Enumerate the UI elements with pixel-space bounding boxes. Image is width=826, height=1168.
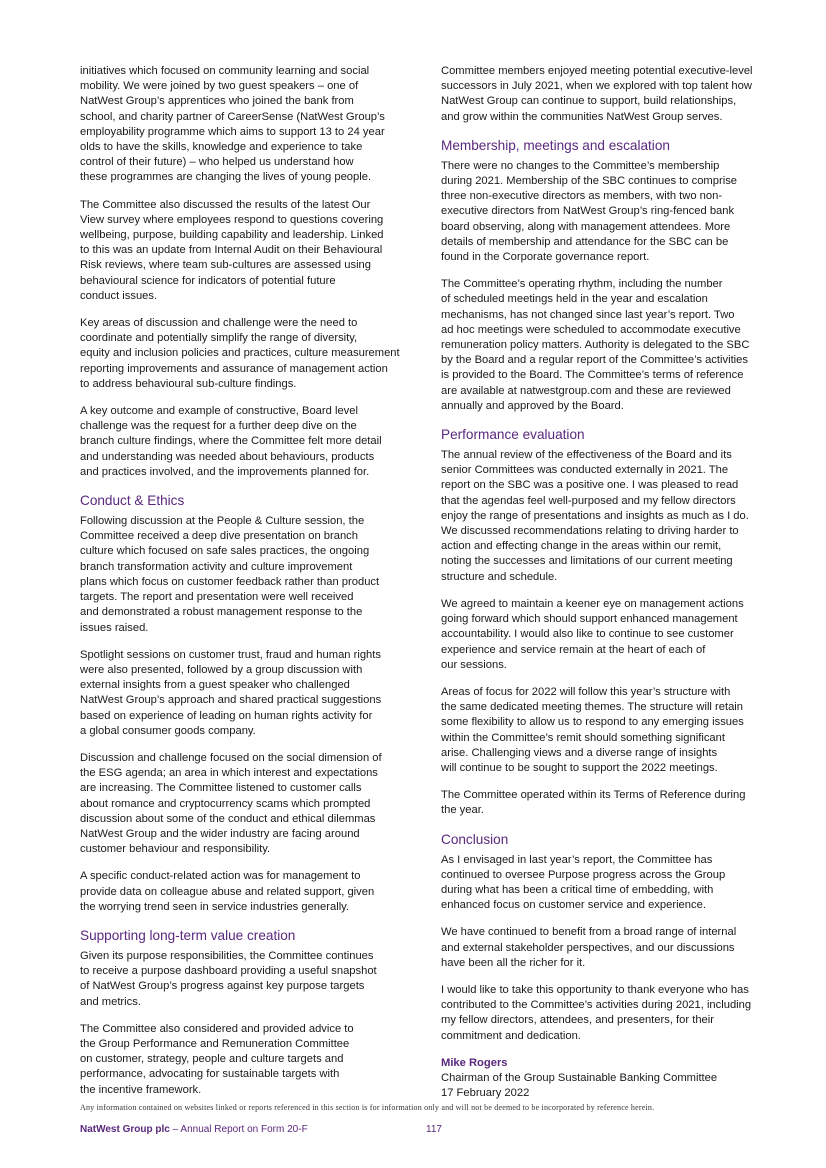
paragraph: Key areas of discussion and challenge were the need to coordinate and potentially simplify the range of diversity, equity and inclusion policies and practices, culture measurement reporting improvements and assurance of management action to address behavioural sub-culture findings. bbox=[80, 317, 400, 390]
paragraph: A key outcome and example of constructive, Board level challenge was the request for a further deep dive on the branch culture findings, where the Committee felt more detail and understanding was needed about behaviours, products and practices involved, and the improvements planned for. bbox=[80, 405, 382, 478]
footer-brand: NatWest Group plc bbox=[80, 1124, 170, 1135]
paragraph: initiatives which focused on community learning and social mobility. We were joined by two guest speakers – one of NatWest Group’s apprentices who joined the bank from school, and charity partner of CareerSense (NatWest Group’s employability programme which aims to support 13 to 24 year olds to have the skills, knowledge and experience to take control of their future) – who helped us understand how these programmes are changing the lives of young people. bbox=[80, 65, 385, 184]
paragraph: We agreed to maintain a keener eye on management actions going forward which should support enhanced management accountability. I would also like to continue to see customer experience and service remain at the heart of each of our sessions. bbox=[441, 597, 744, 671]
paragraph: The Committee operated within its Terms of Reference during the year. bbox=[441, 789, 746, 817]
paragraph: I would like to take this opportunity to thank everyone who has contributed to the Committee’s activities during 2021, including my fellow directors, attendees, and presenters, for their commitment and dedication. bbox=[441, 983, 752, 1042]
paragraph: Following discussion at the People & Culture session, the Committee received a deep dive presentation on branch culture which focused on safe sales practices, the ongoing branch transformation activity and culture improvement plans which focus on customer feedback rather than product targets. The report and presentation were well received and demonstrated a robust management response to the issues raised. bbox=[80, 515, 380, 634]
footer-disclaimer: Any information contained on websites linked or reports referenced in this section is for information only and will not be deemed to be incorporated by reference herein. bbox=[80, 1103, 655, 1112]
paragraph: A specific conduct-related action was for management to provide data on colleague abuse and related support, given the worrying trend seen in service industries generally. bbox=[80, 870, 375, 913]
paragraph: The Committee also discussed the results of the latest Our View survey where employees respond to questions covering wellbeing, purpose, building capability and leadership. Linked to this was an update from Internal Audit on their Behavioural Risk reviews, where team sub-cultures are assessed using behavioural science for indicators of potential future conduct issues. bbox=[80, 198, 384, 302]
page-number: 117 bbox=[426, 1124, 442, 1135]
section-heading-supporting-value: Supporting long-term value creation bbox=[80, 927, 296, 943]
section-heading-performance: Performance evaluation bbox=[441, 427, 585, 443]
paragraph: The Committee also considered and provided advice to the Group Performance and Remuneration Committee on customer, strategy, people and culture targets and performance, advocating for sustainable targets with the incentive framework. bbox=[80, 1022, 354, 1096]
paragraph: Committee members enjoyed meeting potential executive-level successors in July 2021, when we explored with top talent how NatWest Group can continue to support, build relationships, and grow within the communities NatWest Group serves. bbox=[441, 65, 753, 123]
paragraph: Discussion and challenge focused on the social dimension of the ESG agenda; an area in which interest and expectations are increasing. The Committee listened to customer calls about romance and cryptocurrency scams which prompted discussion about some of the conduct and ethical dilemmas NatWest Group and the wider industry are facing around customer behaviour and responsibility. bbox=[80, 751, 382, 856]
signature-name: Mike Rogers bbox=[441, 1056, 508, 1069]
paragraph: The annual review of the effectiveness of the Board and its senior Committees was conducted externally in 2021. The report on the SBC was a positive one. I was pleased to read that the agendas feel well-purposed and my fellow directors enjoy the range of presentations and insights as much as I do. We discussed recommendations relating to driving harder to action and effecting change in the areas within our remit, noting the successes and limitations of our current meeting structure and schedule. bbox=[441, 449, 749, 583]
signature-title: Chairman of the Group Sustainable Banking Committee bbox=[441, 1071, 718, 1084]
section-heading-membership: Membership, meetings and escalation bbox=[441, 137, 670, 153]
paragraph: We have continued to benefit from a broad range of internal and external stakeholder perspectives, and our discussions have been all the richer for it. bbox=[441, 926, 737, 969]
paragraph: Given its purpose responsibilities, the Committee continues to receive a purpose dashboard providing a useful snapshot of NatWest Group’s progress against key purpose targets and metrics. bbox=[80, 949, 377, 1008]
paragraph: There were no changes to the Committee’s membership during 2021. Membership of the SBC continues to comprise three non-executive directors as members, with two non- executive directors from NatWest Group’s ring-fenced bank board observing, along with management attendees. More details of membership and attendance for the SBC can be found in the Corporate governance report. bbox=[441, 159, 738, 264]
paragraph: The Committee’s operating rhythm, including the number of scheduled meetings held in the year and escalation mechanisms, has not changed since last year’s report. Two ad hoc meetings were scheduled to accommodate executive remuneration policy matters. Authority is delegated to the SBC by the Board and a regular report of the Committee’s activities is provided to the Board. The Committee’s terms of reference are available at natwestgroup.com and these are reviewed annually and approved by the Board. bbox=[441, 278, 750, 412]
paragraph: Spotlight sessions on customer trust, fraud and human rights were also presented, followed by a group discussion with external insights from a guest speaker who challenged NatWest Group’s approach and shared practical suggestions based on experience of leading on human rights activity for a global consumer goods company. bbox=[80, 648, 382, 737]
left-column bbox=[80, 64, 414, 1110]
paragraph: Areas of focus for 2022 will follow this year’s structure with the same dedicated meeting themes. The structure will retain some flexibility to allow us to respond to any emerging issues within the Committee’s remit should something significant arise. Challenging views and a diverse range of insights will continue to be sought to support the 2022 meetings. bbox=[441, 685, 744, 774]
signature-block bbox=[441, 1056, 775, 1102]
right-column bbox=[441, 64, 775, 1101]
section-heading-conclusion: Conclusion bbox=[441, 831, 509, 847]
section-heading-conduct-ethics: Conduct & Ethics bbox=[80, 493, 185, 509]
footer-report-title bbox=[80, 1124, 308, 1135]
paragraph: As I envisaged in last year’s report, the Committee has continued to oversee Purpose progress across the Group during what has been a critical time of embedding, with enhanced focus on customer service and experience. bbox=[441, 853, 726, 912]
footer-report-name: – Annual Report on Form 20-F bbox=[169, 1124, 308, 1135]
signature-date: 17 February 2022 bbox=[441, 1087, 530, 1100]
